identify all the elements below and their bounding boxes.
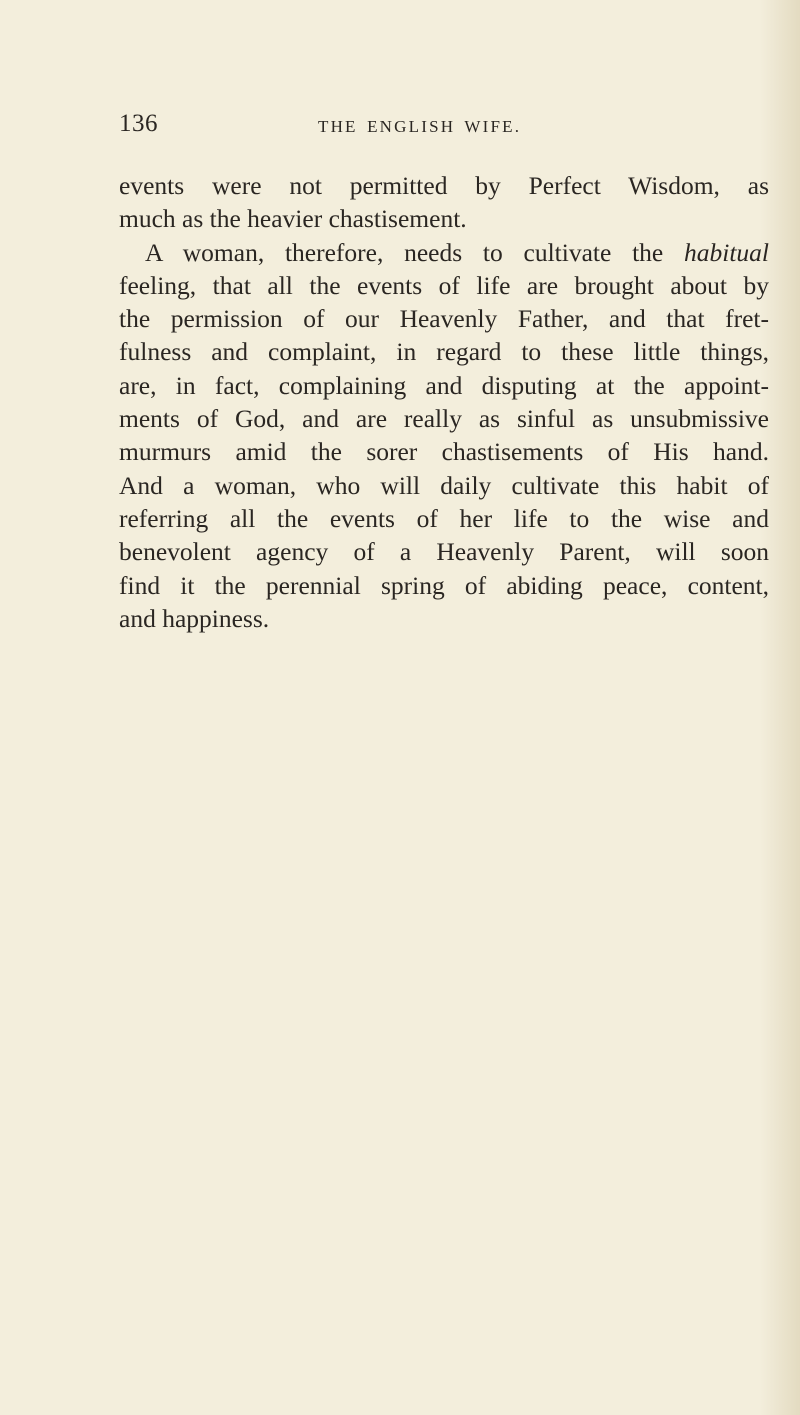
text-line: And a woman, who will daily cultivate this habit of	[119, 470, 769, 500]
text-line: are, in fact, complaining and disputing at the appoint-	[119, 370, 769, 400]
text-line: feeling, that all the events of life are brought about by	[119, 270, 769, 300]
italic-word: habitual	[683, 237, 769, 267]
running-head	[119, 110, 769, 150]
text-line: the permission of our Heavenly Father, and that fret-	[119, 304, 769, 334]
running-title: THE ENGLISH WIFE.	[318, 117, 522, 136]
page-number: 136	[119, 110, 158, 137]
body-text	[119, 169, 769, 635]
text-line: events were not permitted by Perfect Wisdom, as	[119, 171, 769, 200]
text-line: fulness and complaint, in regard to these little things,	[119, 337, 769, 367]
text-line: murmurs amid the sorer chastisements of His hand.	[119, 437, 769, 467]
text-line-segment: A woman, therefore, needs to cultivate the	[145, 237, 684, 267]
text-line: find it the perennial spring of abiding peace, content,	[119, 570, 769, 600]
text-line	[119, 236, 769, 269]
text-line: benevolent agency of a Heavenly Parent, will soon	[119, 537, 769, 567]
text-line: much as the heavier chastisement.	[119, 204, 467, 234]
text-line: referring all the events of her life to the wise and	[119, 503, 769, 533]
text-line: and happiness.	[119, 603, 270, 633]
text-line: ments of God, and are really as sinful as unsubmissive	[119, 404, 769, 434]
